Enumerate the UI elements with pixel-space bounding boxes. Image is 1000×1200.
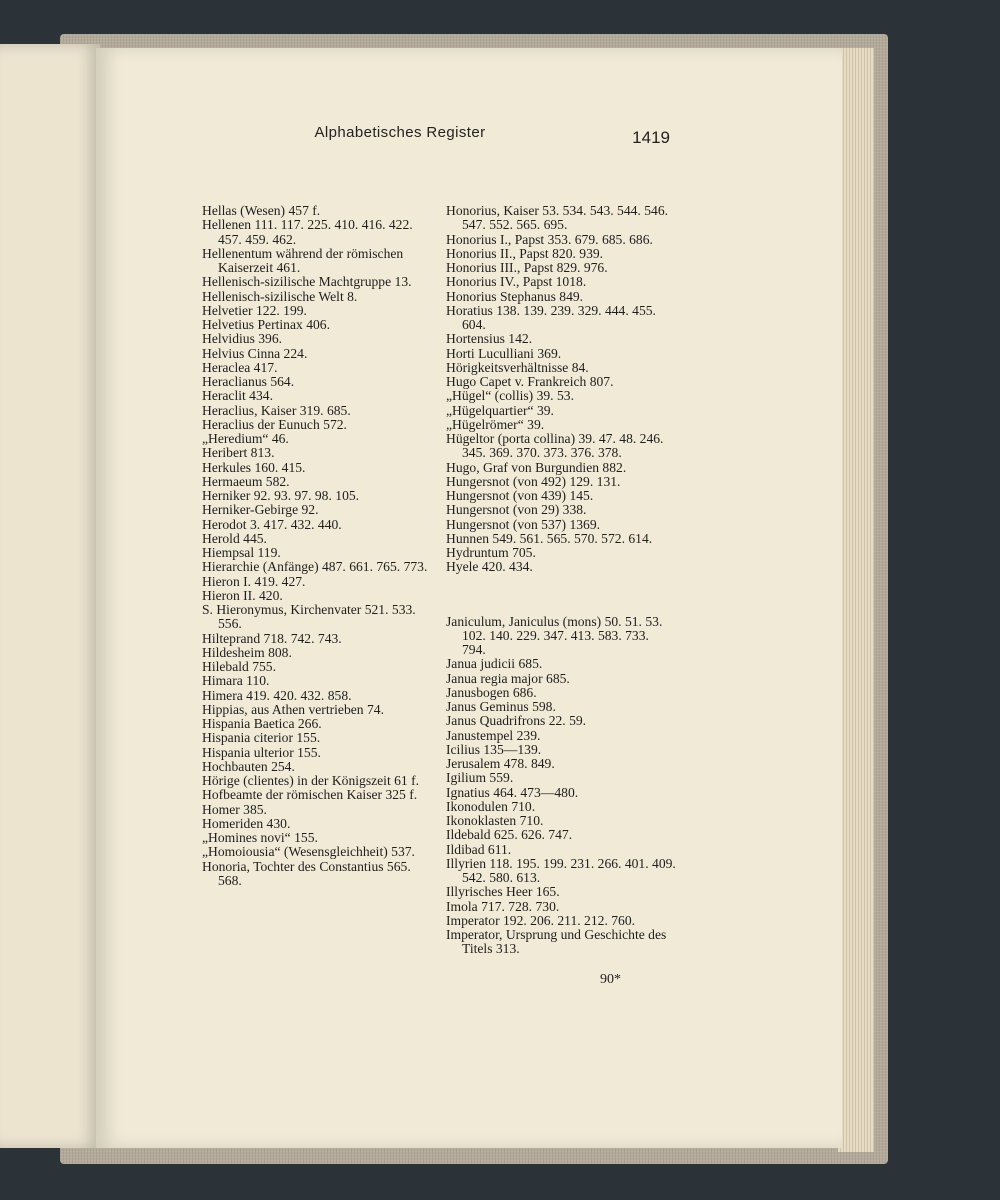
- index-entry: Janua regia major 685.: [446, 670, 570, 686]
- index-entry: Herniker-Gebirge 92.: [202, 502, 319, 518]
- index-entry: Imperator 192. 206. 211. 212. 760.: [446, 912, 636, 928]
- index-entry: Hungersnot (von 492) 129. 131.: [446, 473, 621, 489]
- running-head: Alphabetisches Register: [314, 124, 486, 141]
- index-entry: Janus Geminus 598.: [446, 699, 556, 714]
- index-entry: Horti Luculliani 369.: [446, 345, 562, 361]
- index-entry: Hellas (Wesen) 457 f.: [202, 203, 321, 218]
- index-entry: Ildibad 611.: [446, 841, 512, 857]
- index-entry: Himera 419. 420. 432. 858.: [202, 687, 352, 703]
- index-entry: Hungersnot (von 537) 1369.: [446, 516, 601, 532]
- index-entry: Hungersnot (von 29) 338.: [446, 502, 587, 518]
- index-entry: Hierarchie (Anfänge) 487. 661. 765. 773.: [202, 559, 428, 575]
- index-column-right: [446, 204, 676, 957]
- index-entry: Heraclit 434.: [202, 388, 273, 404]
- index-entry: Honorius Stephanus 849.: [446, 288, 584, 304]
- index-entry: Heribert 813.: [202, 445, 275, 461]
- index-entry: Heraclius der Eunuch 572.: [202, 416, 347, 432]
- index-entry: „Hügel“ (collis) 39. 53.: [446, 388, 574, 404]
- index-entry: Honorius III., Papst 829. 976.: [446, 260, 608, 275]
- letter-section-divider: [446, 575, 676, 615]
- index-entry: Heraclianus 564.: [202, 374, 295, 389]
- index-entry: Honorius IV., Papst 1018.: [446, 274, 587, 290]
- index-entry: Janustempel 239.: [446, 727, 541, 743]
- index-entry: Helvetier 122. 199.: [202, 302, 307, 318]
- index-entry: Imperator, Ursprung und Geschichte des Titels 313.: [446, 927, 667, 957]
- index-entry: Honorius I., Papst 353. 679. 685. 686.: [446, 231, 653, 247]
- index-entry: „Hügelrömer“ 39.: [446, 416, 545, 432]
- index-entry: Homer 385.: [202, 801, 267, 817]
- index-entry: Hungersnot (von 439) 145.: [446, 488, 594, 503]
- index-entry: Janusbogen 686.: [446, 684, 537, 700]
- index-entry: „Homoiousia“ (Wesensgleichheit) 537.: [202, 844, 415, 860]
- index-entry: Helvius Cinna 224.: [202, 345, 308, 361]
- index-entry: Hispania Baetica 266.: [202, 716, 322, 731]
- index-entry: Helvidius 396.: [202, 331, 283, 347]
- index-entry: Janua judicii 685.: [446, 656, 543, 672]
- index-entry: Honoria, Tochter des Constantius 565. 568.: [202, 858, 411, 888]
- index-entry: Honorius II., Papst 820. 939.: [446, 245, 604, 261]
- index-entry: Icilius 135—139.: [446, 741, 542, 757]
- index-entry: Homeriden 430.: [202, 815, 291, 831]
- index-entry: „Hügelquartier“ 39.: [446, 402, 554, 418]
- index-entry: Ikonoklasten 710.: [446, 813, 544, 828]
- index-entry: Hortensius 142.: [446, 331, 533, 347]
- index-entry: Igilium 559.: [446, 770, 514, 786]
- index-entry: Illyrien 118. 195. 199. 231. 266. 401. 409. 542. 580. 613.: [446, 855, 676, 885]
- page-edges: [838, 48, 874, 1152]
- index-entry: Hieron I. 419. 427.: [202, 573, 306, 589]
- index-entry: Hilteprand 718. 742. 743.: [202, 630, 342, 646]
- index-entry: Janiculum, Janiculus (mons) 50. 51. 53. 102. 140. 229. 347. 413. 583. 733. 794.: [446, 613, 663, 657]
- index-entry: Hellenisch-sizilische Welt 8.: [202, 288, 358, 304]
- index-entry: Hörigkeitsverhältnisse 84.: [446, 359, 589, 375]
- index-entry: Janus Quadrifrons 22. 59.: [446, 713, 587, 729]
- index-entry: Herodot 3. 417. 432. 440.: [202, 516, 342, 532]
- index-entry: Heraclea 417.: [202, 359, 278, 375]
- index-entry: Hellenisch-sizilische Machtgruppe 13.: [202, 274, 412, 290]
- index-entry: Hunnen 549. 561. 565. 570. 572. 614.: [446, 530, 653, 546]
- index-entry: Herkules 160. 415.: [202, 459, 306, 475]
- index-entry: Jerusalem 478. 849.: [446, 756, 555, 771]
- index-entry: Imola 717. 728. 730.: [446, 898, 560, 914]
- index-entry: Herniker 92. 93. 97. 98. 105.: [202, 488, 360, 503]
- index-entry: Hippias, aus Athen vertrieben 74.: [202, 701, 384, 717]
- index-entry: Heraclius, Kaiser 319. 685.: [202, 402, 351, 418]
- index-entry: Hermaeum 582.: [202, 473, 290, 489]
- index-entry: Ignatius 464. 473—480.: [446, 784, 579, 800]
- facing-page: [0, 44, 100, 1148]
- index-entry: Hellenen 111. 117. 225. 410. 416. 422. 457. 459. 462.: [202, 217, 413, 247]
- index-entry: Hildesheim 808.: [202, 644, 292, 660]
- index-entry: Helvetius Pertinax 406.: [202, 317, 330, 332]
- index-entry: Hispania ulterior 155.: [202, 744, 321, 760]
- index-entry: Horatius 138. 139. 239. 329. 444. 455. 604.: [446, 302, 656, 332]
- index-entry: „Homines novi“ 155.: [202, 830, 318, 845]
- index-entry: Hugo Capet v. Frankreich 807.: [446, 374, 614, 389]
- page-number: 1419: [632, 128, 670, 147]
- index-entry: Himara 110.: [202, 673, 270, 689]
- index-entry: Hilebald 755.: [202, 659, 276, 674]
- index-entry: Hieron II. 420.: [202, 587, 283, 603]
- index-entry: „Heredium“ 46.: [202, 431, 289, 446]
- index-entry: Ildebald 625. 626. 747.: [446, 827, 573, 843]
- index-entry: Ikonodulen 710.: [446, 798, 536, 814]
- index-entry: Hörige (clientes) in der Königszeit 61 f.: [202, 773, 420, 788]
- index-entry: Hiempsal 119.: [202, 545, 281, 560]
- index-entry: Herold 445.: [202, 530, 267, 546]
- index-entry: S. Hieronymus, Kirchenvater 521. 533. 556.: [202, 602, 416, 632]
- index-entry: Honorius, Kaiser 53. 534. 543. 544. 546. 547. 552. 565. 695.: [446, 203, 669, 233]
- signature-mark: 90*: [600, 972, 621, 987]
- index-column-left: [202, 204, 432, 888]
- index-entry: Illyrisches Heer 165.: [446, 884, 560, 900]
- index-entry: Hispania citerior 155.: [202, 730, 321, 746]
- index-entry: Hellenentum während der römischen Kaiserzeit 461.: [202, 245, 404, 275]
- index-entry: Hofbeamte der römischen Kaiser 325 f.: [202, 787, 418, 803]
- index-entry: Hügeltor (porta collina) 39. 47. 48. 246. 345. 369. 370. 373. 376. 378.: [446, 431, 664, 461]
- index-entry: Hyele 420. 434.: [446, 559, 533, 575]
- index-entry: Hochbauten 254.: [202, 758, 295, 774]
- index-entry: Hydruntum 705.: [446, 545, 536, 560]
- index-entry: Hugo, Graf von Burgundien 882.: [446, 459, 627, 475]
